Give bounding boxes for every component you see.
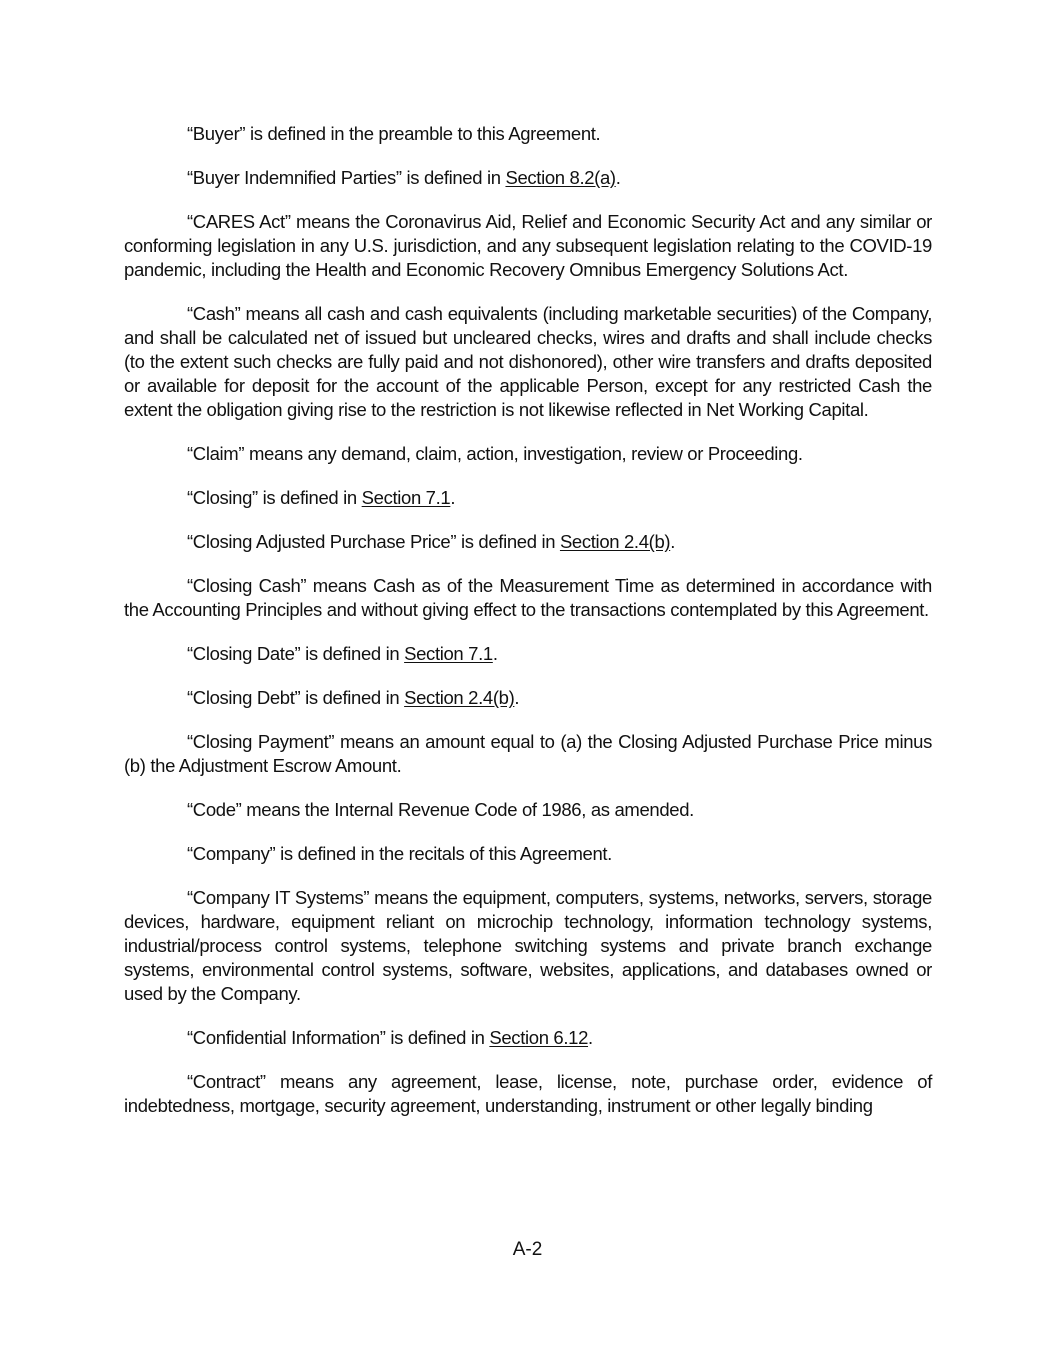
definition-contract xyxy=(124,1070,932,1118)
section-reference-link[interactable]: Section 2.4(b) xyxy=(559,531,671,552)
definition-text: . xyxy=(514,687,520,708)
definition-text: “Cash” means all cash and cash equivalents (including marketable securities) of the Company, and shall be calculated net of issued but uncleared checks, wires and drafts and shall include checks (to the extent such checks are fully paid and not dishonored), other wire transfers and drafts deposited or available for deposit for the account of the applicable Person, except for any restricted Cash the extent the obligation giving rise to the restriction is not likewise reflected in Net Working Capital. xyxy=(124,303,932,420)
definition-text: . xyxy=(492,643,498,664)
section-reference-link[interactable]: Section 2.4(b) xyxy=(404,687,515,708)
definition-company-it-systems xyxy=(124,886,932,1006)
definition-cares-act xyxy=(124,210,932,282)
page-number: A-2 xyxy=(512,1239,543,1260)
section-reference-link[interactable]: Section 8.2(a) xyxy=(505,167,616,188)
definition-text: “Closing Adjusted Purchase Price” is defined in xyxy=(187,531,560,552)
definition-company xyxy=(124,842,932,866)
definition-text: “Closing” is defined in xyxy=(187,487,362,508)
definition-text: . xyxy=(670,531,676,552)
definition-closing xyxy=(124,486,932,510)
definition-buyer-indemnified-parties xyxy=(124,166,932,190)
definition-text: . xyxy=(588,1027,593,1048)
definition-text: “Company IT Systems” means the equipment, computers, systems, networks, servers, storage devices, hardware, equipment reliant on microchip technology, information technology systems, industrial/process control systems, telephone switching systems and private branch exchange systems, environmental control systems, software, websites, applications, and databases owned or used by the Company. xyxy=(124,887,932,1004)
definition-text: . xyxy=(615,167,621,188)
definition-text: “Contract” means any agreement, lease, license, note, purchase order, evidence of indebtedness, mortgage, security agreement, understanding, instrument or other legally binding xyxy=(124,1071,932,1116)
definition-text: “Company” is defined in the recitals of this Agreement. xyxy=(187,843,612,864)
definition-code xyxy=(124,798,932,822)
definition-closing-cash xyxy=(124,574,932,622)
definition-text: “Closing Payment” means an amount equal to (a) the Closing Adjusted Purchase Price minus (b) the Adjustment Escrow Amount. xyxy=(124,731,932,776)
definition-cash xyxy=(124,302,932,422)
definition-text: “Closing Debt” is defined in xyxy=(187,687,405,708)
definition-text: “Buyer” is defined in the preamble to this Agreement. xyxy=(187,123,601,144)
section-reference-link[interactable]: Section 6.12 xyxy=(489,1027,589,1048)
definition-text: “Confidential Information” is defined in xyxy=(187,1027,490,1048)
definition-buyer xyxy=(124,122,932,146)
definition-closing-adjusted-purchase-price xyxy=(124,530,932,554)
section-reference-link[interactable]: Section 7.1 xyxy=(404,643,493,664)
definition-text: “Claim” means any demand, claim, action, investigation, review or Proceeding. xyxy=(187,443,803,464)
definition-confidential-information xyxy=(124,1026,932,1050)
definition-closing-payment xyxy=(124,730,932,778)
definition-text: “Closing Date” is defined in xyxy=(187,643,405,664)
section-reference-link[interactable]: Section 7.1 xyxy=(361,487,451,508)
definition-text: “Buyer Indemnified Parties” is defined in xyxy=(187,167,506,188)
definition-text: “Closing Cash” means Cash as of the Measurement Time as determined in accordance with the Accounting Principles and without giving effect to the transactions contemplated by this Agreement. xyxy=(124,575,932,620)
definition-text: . xyxy=(450,487,456,508)
definition-closing-debt xyxy=(124,686,932,710)
definition-claim xyxy=(124,442,932,466)
definition-closing-date xyxy=(124,642,932,666)
definition-text: “Code” means the Internal Revenue Code of 1986, as amended. xyxy=(187,799,694,820)
definition-text: “CARES Act” means the Coronavirus Aid, Relief and Economic Security Act and any similar or conforming legislation in any U.S. jurisdiction, and any subsequent legislation relating to the COVID-19 pandemic, including the Health and Economic Recovery Omnibus Emergency Solutions Act. xyxy=(124,211,932,280)
definitions-list xyxy=(124,122,932,1118)
